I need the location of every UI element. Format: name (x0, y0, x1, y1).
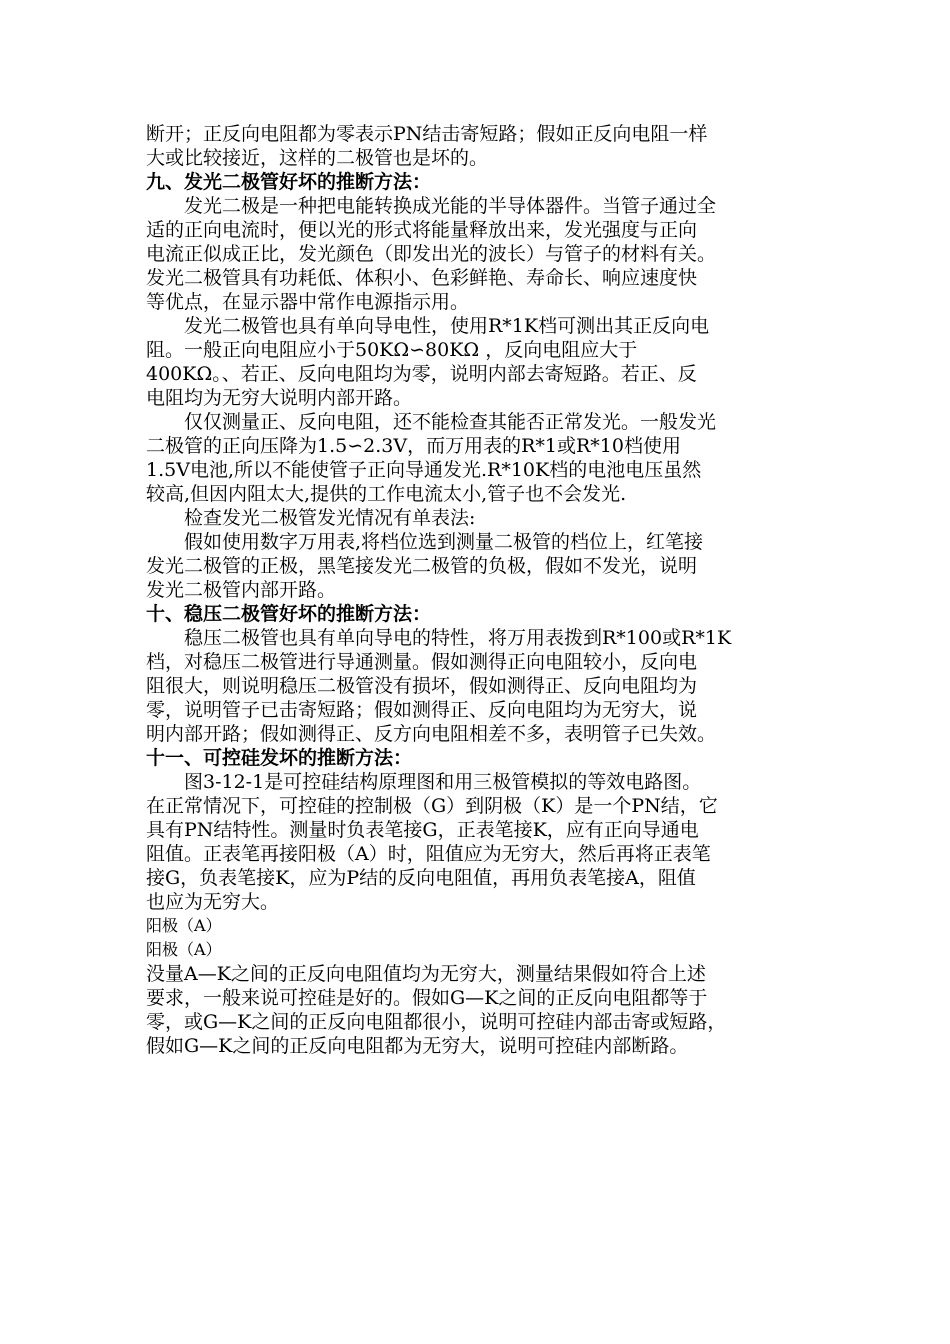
section-heading: 九、发光二极管好坏的推断方法： (146, 171, 432, 193)
text-line: 电流正似成正比，发光颜色（即发出光的波长）与管子的材料有关。 (146, 243, 717, 265)
text-line: 阻。一般正向电阻应小于50KΩ∽80KΩ ，反向电阻应大于 (146, 339, 638, 361)
text-line: 假如G—K之间的正反向电阻都为无穷大，说明可控硅内部断路。 (146, 1035, 689, 1057)
text-line: 发光二极是一种把电能转换成光能的半导体器件。当管子通过全 (184, 195, 717, 217)
text-line: 阻值。正表笔再接阳极（A）时，阻值应为无穷大，然后再将正表笔 (146, 843, 711, 865)
text-line: 电阻均为无穷大说明内部开路。 (146, 387, 413, 409)
text-line: 检查发光二极管发光情况有单表法: (184, 507, 476, 529)
text-line: 阻很大，则说明稳压二极管没有损坏，假如测得正、反向电阻均为 (146, 675, 698, 697)
text-line: 等优点，在显示器中常作电源指示用。 (146, 291, 470, 313)
document-page (146, 122, 814, 1058)
text-line: 大或比较接近，这样的二极管也是坏的。 (146, 147, 489, 169)
section-heading: 十一、可控硅发坏的推断方法： (146, 747, 413, 769)
section-heading: 十、稳压二极管好坏的推断方法： (146, 603, 432, 625)
text-line: 阳极（A） (146, 916, 222, 935)
text-line: 稳压二极管也具有单向导电的特性，将万用表拨到R*100或R*1K (184, 627, 732, 649)
text-line: 零，说明管子已击寄短路；假如测得正、反向电阻均为无穷大，说 (146, 699, 698, 721)
text-line: 发光二极管的正极，黑笔接发光二极管的负极，假如不发光，说明 (146, 555, 698, 577)
text-line: 发光二极管内部开路。 (146, 579, 337, 601)
text-line: 在正常情况下，可控硅的控制极（G）到阴极（K）是一个PN结，它 (146, 795, 718, 817)
text-line: 断开；正反向电阻都为零表示PN结击寄短路；假如正反向电阻一样 (146, 123, 708, 145)
text-line: 也应为无穷大。 (146, 891, 280, 913)
text-line: 具有PN结特性。测量时负表笔接G，正表笔接K，应有正向导通电 (146, 819, 699, 841)
text-line: 较高,但因内阻太大,提供的工作电流太小,管子也不会发光. (146, 483, 627, 505)
text-line: 发光二极管具有功耗低、体积小、色彩鲜艳、寿命长、响应速度快 (146, 267, 698, 289)
text-line: 零，或G—K之间的正反向电阻都很小，说明可控硅内部击寄或短路， (146, 1011, 727, 1033)
text-line: 阳极（A） (146, 940, 222, 959)
text-line: 仅仅测量正、反向电阻，还不能检查其能否正常发光。一般发光 (184, 411, 717, 433)
text-line: 接G，负表笔接K，应为P结的反向电阻值，再用负表笔接A，阻值 (146, 867, 696, 889)
text-line: 明内部开路；假如测得正、反方向电阻相差不多，表明管子已失效。 (146, 723, 717, 745)
text-line: 400KΩ。、若正、反向电阻均为零，说明内部去寄短路。若正、反 (146, 363, 697, 385)
text-line: 发光二极管也具有单向导电性，使用R*1K档可测出其正反向电 (184, 315, 710, 337)
text-line: 适的正向电流时，便以光的形式将能量释放出来，发光强度与正向 (146, 219, 698, 241)
text-line: 没量A—K之间的正反向电阻值均为无穷大，测量结果假如符合上述 (146, 963, 706, 985)
text-line: 图3-12-1是可控硅结构原理图和用三极管模拟的等效电路图。 (184, 771, 702, 793)
text-line: 档，对稳压二极管进行导通测量。假如测得正向电阻较小，反向电 (146, 651, 698, 673)
text-line: 要求，一般来说可控硅是好的。假如G—K之间的正反向电阻都等于 (146, 987, 708, 1009)
text-line: 假如使用数字万用表,将档位选到测量二极管的档位上，红笔接 (184, 531, 704, 553)
text-line: 二极管的正向压降为1.5∽2.3V，而万用表的R*1或R*10档使用 (146, 435, 681, 457)
text-line: 1.5V电池,所以不能使管子正向导通发光.R*10K档的电池电压虽然 (146, 459, 702, 481)
